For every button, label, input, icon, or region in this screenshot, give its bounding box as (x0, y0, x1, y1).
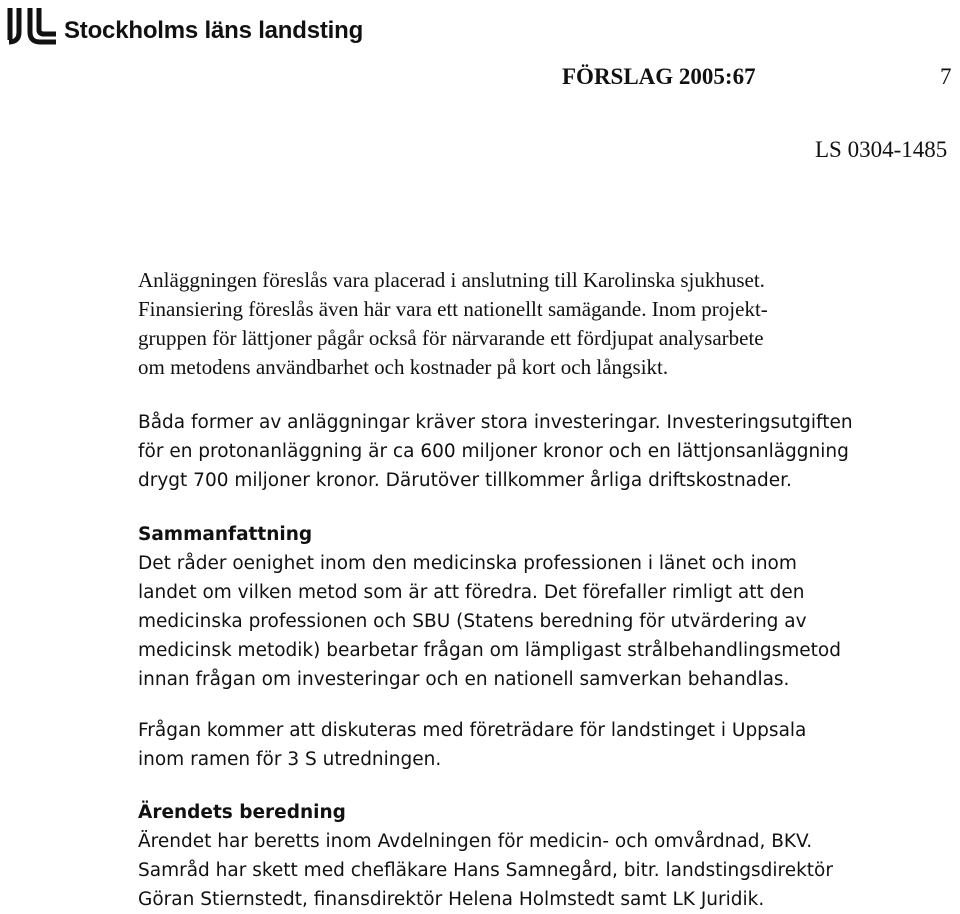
text-line: gruppen för lättjoner pågår också för närvarande ett fördjupat analysarbete (138, 326, 764, 350)
text-line: Båda former av anläggningar kräver stora investeringar. Investeringsutgiften (138, 412, 853, 433)
page-number: 7 (940, 64, 952, 89)
text-line: Göran Stiernstedt, finansdirektör Helena Holmstedt samt LK Juridik. (138, 889, 765, 910)
text-line: landet om vilken metod som är att föredra. Det förefaller rimligt att den (138, 582, 805, 603)
text-line: drygt 700 miljoner kronor. Därutöver tillkommer årliga driftskostnader. (138, 470, 792, 491)
text-line: innan frågan om investeringar och en nationell samverkan behandlas. (138, 669, 790, 690)
paragraph-discussion (138, 716, 938, 774)
text-line: om metodens användbarhet och kostnader på kort och långsikt. (138, 355, 669, 379)
text-line: Finansiering föreslås även här vara ett nationellt samägande. Inom projekt- (138, 297, 768, 321)
paragraph-investments (138, 408, 938, 495)
org-name: Stockholms läns landsting (64, 17, 364, 44)
text-line: medicinska professionen och SBU (Statens beredning för utvärdering av (138, 611, 807, 632)
county-council-logo (6, 4, 58, 48)
sll-logo-icon (6, 4, 58, 48)
text-line: Frågan kommer att diskuteras med företrädare för landstinget i Uppsala (138, 720, 807, 741)
paragraph-location (138, 266, 938, 382)
document-id: FÖRSLAG 2005:67 (562, 64, 756, 89)
text-line: inom ramen för 3 S utredningen. (138, 749, 442, 770)
reference-number: LS 0304-1485 (815, 137, 948, 162)
text-line: för en protonanläggning är ca 600 miljoner kronor och en lättjonsanläggning (138, 441, 849, 462)
preparation-heading: Ärendets beredning (138, 802, 346, 823)
text-line: Samråd har skett med chefläkare Hans Samnegård, bitr. landstingsdirektör (138, 860, 833, 881)
summary-heading: Sammanfattning (138, 524, 313, 545)
paragraph-summary (138, 549, 938, 694)
text-line: Det råder oenighet inom den medicinska professionen i länet och inom (138, 553, 797, 574)
paragraph-preparation (138, 827, 938, 914)
text-line: medicinsk metodik) bearbetar frågan om lämpligast strålbehandlingsmetod (138, 640, 841, 661)
text-line: Ärendet har beretts inom Avdelningen för medicin- och omvårdnad, BKV. (138, 831, 813, 852)
text-line: Anläggningen föreslås vara placerad i anslutning till Karolinska sjukhuset. (138, 268, 765, 292)
